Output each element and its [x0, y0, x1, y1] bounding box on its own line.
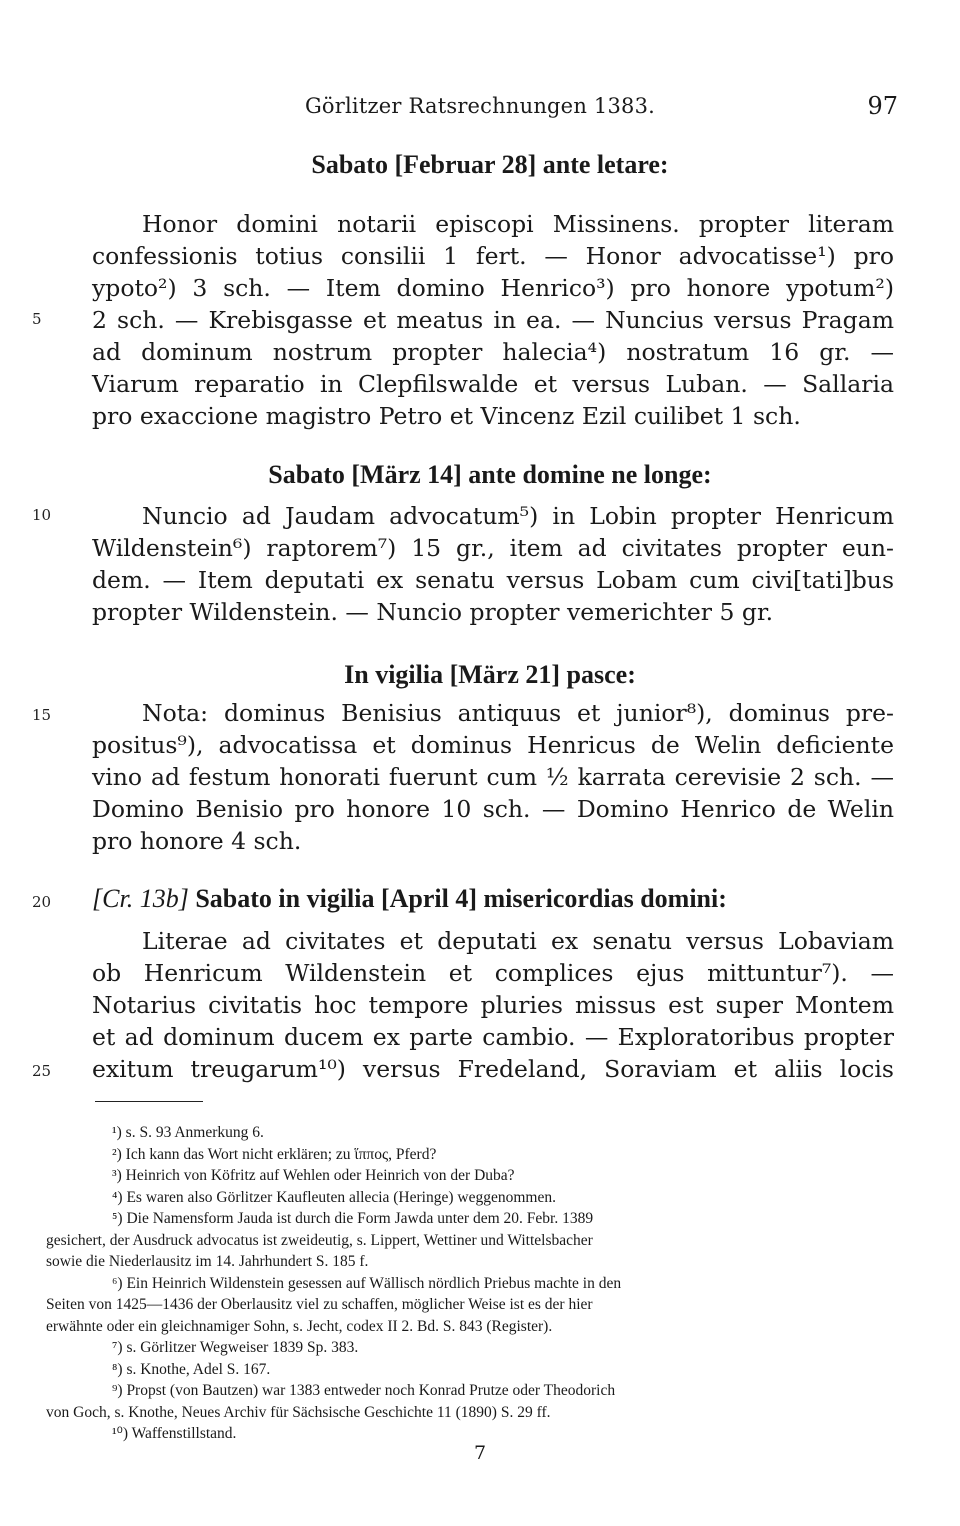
section-heading: Sabato [März 14] ante domine ne longe: — [268, 460, 712, 489]
footnote-divider — [95, 1101, 203, 1102]
page-header — [0, 92, 960, 132]
text-line: propter Wildenstein. — Nuncio propter vemerichter 5 gr. — [92, 598, 774, 626]
text-line: Nota: dominus Benisius antiquus et junior⁸), dominus pre- — [142, 699, 894, 727]
page-number: 97 — [867, 92, 898, 120]
section-heading: Sabato in vigilia [April 4] misericordias domini: — [195, 884, 727, 913]
line-number: 10 — [32, 506, 52, 524]
footnote: ⁴) Es waren also Görlitzer Kaufleuten allecia (Heringe) weggenommen. — [112, 1188, 556, 1206]
text-line: ad dominum nostrum propter halecia⁴) nostratum 16 gr. — — [92, 338, 894, 366]
line-number: 20 — [32, 893, 52, 911]
text-line: Viarum reparatio in Clepfilswalde et versus Luban. — Sallaria — [92, 370, 894, 398]
text-line: Notarius civitatis hoc tempore pluries missus est super Montem — [92, 991, 894, 1019]
line-number: 5 — [32, 310, 42, 328]
text-line: confessionis totius consilii 1 fert. — Honor advocatisse¹) pro — [92, 242, 894, 270]
section-body — [92, 500, 894, 628]
footnote: ³) Heinrich von Köfritz auf Wehlen oder Heinrich von der Duba? — [112, 1167, 515, 1184]
footnotes — [46, 1122, 898, 1445]
text-line: positus⁹), advocatissa et dominus Henricus de Welin deficiente — [92, 731, 894, 759]
text-line: Nuncio ad Jaudam advocatum⁵) in Lobin propter Henricum — [142, 502, 894, 530]
footnote: ⁵) Die Namensform Jauda ist durch die Form Jawda unter dem 20. Febr. 1389 — [112, 1210, 594, 1227]
footnote: ¹⁰) Waffenstillstand. — [112, 1425, 237, 1442]
text-line: pro honore 4 sch. — [92, 827, 302, 855]
text-line: pro exaccione magistro Petro et Vincenz Ezil cuilibet 1 sch. — [92, 402, 801, 430]
footnote: ⁶) Ein Heinrich Wildenstein gesessen auf Wällisch nördlich Priebus machte in den — [112, 1274, 622, 1292]
text-line: Domino Benisio pro honore 10 sch. — Domino Henrico de Welin — [92, 795, 894, 823]
footnote: ⁹) Propst (von Bautzen) war 1383 entweder noch Konrad Prutze oder Theodorich — [112, 1382, 616, 1399]
text-line: Literae ad civitates et deputati ex senatu versus Lobaviam — [142, 927, 894, 955]
text-line: 2 sch. — Krebisgasse et meatus in ea. — Nuncius versus Pragam — [92, 306, 894, 334]
section-heading: In vigilia [März 21] pasce: — [344, 660, 636, 689]
folio-reference: [Cr. 13b] — [92, 884, 189, 913]
text-line: ob Henricum Wildenstein et complices ejus mittuntur⁷). — — [92, 959, 894, 987]
footnote: ⁸) s. Knothe, Adel S. 167. — [112, 1360, 271, 1378]
footnote: ²) Ich kann das Wort nicht erklären; zu ἵππος, Pferd? — [112, 1145, 437, 1163]
signature-mark: 7 — [473, 1442, 487, 1464]
footnote-continuation: von Goch, s. Knothe, Neues Archiv für Sächsische Geschichte 11 (1890) S. 29 ff. — [46, 1403, 551, 1421]
text-line: ypoto²) 3 sch. — Item domino Henrico³) pro honore ypotum²) — [92, 274, 894, 302]
line-number: 25 — [32, 1062, 52, 1080]
section-heading-row — [92, 884, 894, 914]
text-line: dem. — Item deputati ex senatu versus Lobam cum civi[tati]bus — [92, 566, 894, 594]
running-title: Görlitzer Ratsrechnungen 1383. — [304, 94, 656, 118]
footnote-continuation: sowie die Niederlausitz im 14. Jahrhundert S. 185 f. — [46, 1253, 369, 1270]
text-line: vino ad festum honorati fuerunt cum ½ karrata cerevisie 2 sch. — — [92, 763, 894, 791]
line-number: 15 — [32, 706, 52, 724]
footnote: ⁷) s. Görlitzer Wegweiser 1839 Sp. 383. — [112, 1339, 359, 1356]
text-line: et ad dominum ducem ex parte cambio. — Exploratoribus propter — [92, 1023, 894, 1051]
footnote: ¹) s. S. 93 Anmerkung 6. — [112, 1124, 264, 1141]
footnote-continuation: erwähnte oder ein gleichnamiger Sohn, s. Jecht, codex II 2. Bd. S. 843 (Register). — [46, 1317, 553, 1335]
section-body — [92, 925, 894, 1085]
section-body — [92, 208, 894, 432]
section-heading: Sabato [Februar 28] ante letare: — [311, 150, 669, 179]
text-line: Honor domini notarii episcopi Missinens. propter literam — [142, 210, 894, 238]
footnote-continuation: Seiten von 1425—1436 der Oberlausitz viel zu schaffen, möglicher Weise ist es der hier — [46, 1296, 593, 1313]
text-line: Wildenstein⁶) raptorem⁷) 15 gr., item ad civitates propter eun- — [92, 534, 894, 562]
text-line: exitum treugarum¹⁰) versus Fredeland, Soraviam et aliis locis — [92, 1055, 894, 1083]
section-body — [92, 697, 894, 857]
footnote-continuation: gesichert, der Ausdruck advocatus ist zweideutig, s. Lippert, Wettiner und Wittelsbacher — [46, 1231, 593, 1249]
